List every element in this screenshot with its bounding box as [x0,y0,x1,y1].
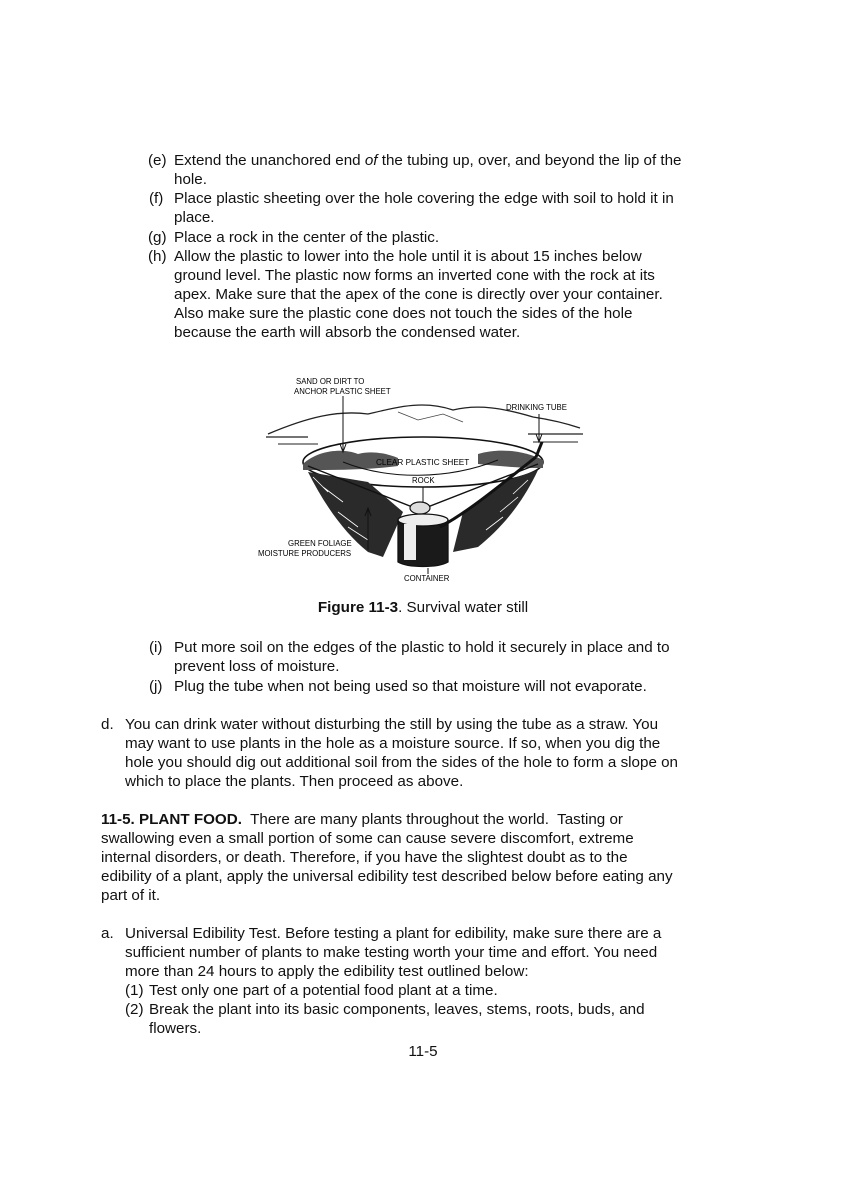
step-e-text-italic: of [364,152,378,169]
item-1-line-1: Test only one part of a potential food plant at a time. [149,982,498,999]
step-h-label: (h) [148,248,167,265]
section-heading: 11-5. PLANT FOOD. [101,811,242,828]
step-i-line-1: Put more soil on the edges of the plastic to hold it securely in place and to [174,639,670,656]
step-f-label: (f) [149,190,164,207]
para-a-line-2: sufficient number of plants to make testing worth your time and effort. You need [125,944,658,961]
item-2-line-2: flowers. [149,1020,202,1037]
figure-caption [0,598,846,617]
para-d-line-1: You can drink water without disturbing the still by using the tube as a straw. You [125,716,659,733]
water-still-figure [248,362,588,592]
para-d-line-4: which to place the plants. Then proceed as above. [125,773,464,790]
section-11-5-line-1 [101,810,623,829]
label-foliage-line-1: GREEN FOLIAGE [288,539,352,548]
step-e-text-b: the tubing up, over, and beyond the lip of the [377,152,682,169]
step-h-line-5: because the earth will absorb the condensed water. [174,324,521,341]
label-clear-plastic-sheet: CLEAR PLASTIC SHEET [376,458,470,467]
item-2-label: (2) [125,1001,144,1018]
step-h-line-3: apex. Make sure that the apex of the cone is directly over your container. [174,286,663,303]
label-foliage-line-2: MOISTURE PRODUCERS [258,549,352,558]
step-g-label: (g) [148,229,167,246]
step-e-text-a: Extend the unanchored end [174,152,365,169]
step-e-line-2: hole. [174,171,207,188]
step-g-line-1: Place a rock in the center of the plastic. [174,229,440,246]
step-h-line-1: Allow the plastic to lower into the hole until it is about 15 inches below [174,248,642,265]
para-d-line-2: may want to use plants in the hole as a moisture source. If so, when you dig the [125,735,661,752]
section-11-5-line-5: part of it. [101,887,161,904]
page-number: 11-5 [408,1043,438,1060]
para-d-label: d. [101,716,114,733]
label-rock: ROCK [412,476,435,485]
caption-figure-number: Figure 11-3 [317,599,399,616]
para-a-label: a. [101,925,114,942]
para-a-line-1: Universal Edibility Test. Before testing a plant for edibility, make sure there are a [125,925,662,942]
step-f-line-2: place. [174,209,215,226]
para-a-line-3: more than 24 hours to apply the edibility test outlined below: [125,963,529,980]
item-2-line-1: Break the plant into its basic components, leaves, stems, roots, buds, and [149,1001,645,1018]
step-h-line-2: ground level. The plastic now forms an inverted cone with the rock at its [174,267,655,284]
para-d-line-3: hole you should dig out additional soil from the sides of the hole to form a slope on [125,754,679,771]
label-drinking-tube: DRINKING TUBE [506,403,567,412]
step-j-label: (j) [149,678,163,695]
step-e-line-1 [174,151,682,170]
section-11-5-line-3: internal disorders, or death. Therefore, if you have the slightest doubt as to the [101,849,628,866]
section-11-5-line-4: edibility of a plant, apply the universal edibility test described below before eating any [101,868,673,885]
section-text-1: There are many plants throughout the world. Tasting or [241,811,623,828]
step-e-label: (e) [148,152,167,169]
item-1-label: (1) [125,982,144,999]
step-i-line-2: prevent loss of moisture. [174,658,340,675]
step-f-line-1: Place plastic sheeting over the hole covering the edge with soil to hold it in [174,190,674,207]
water-still-illustration [248,362,588,592]
step-h-line-4: Also make sure the plastic cone does not touch the sides of the hole [174,305,633,322]
label-sand-line-2: ANCHOR PLASTIC SHEET [294,387,391,396]
section-11-5-line-2: swallowing even a small portion of some can cause severe discomfort, extreme [101,830,634,847]
step-i-label: (i) [149,639,163,656]
step-j-line-1: Plug the tube when not being used so that moisture will not evaporate. [174,678,647,695]
label-container: CONTAINER [404,574,450,583]
caption-text: . Survival water still [398,599,529,616]
label-sand-line-1: SAND OR DIRT TO [296,377,365,386]
